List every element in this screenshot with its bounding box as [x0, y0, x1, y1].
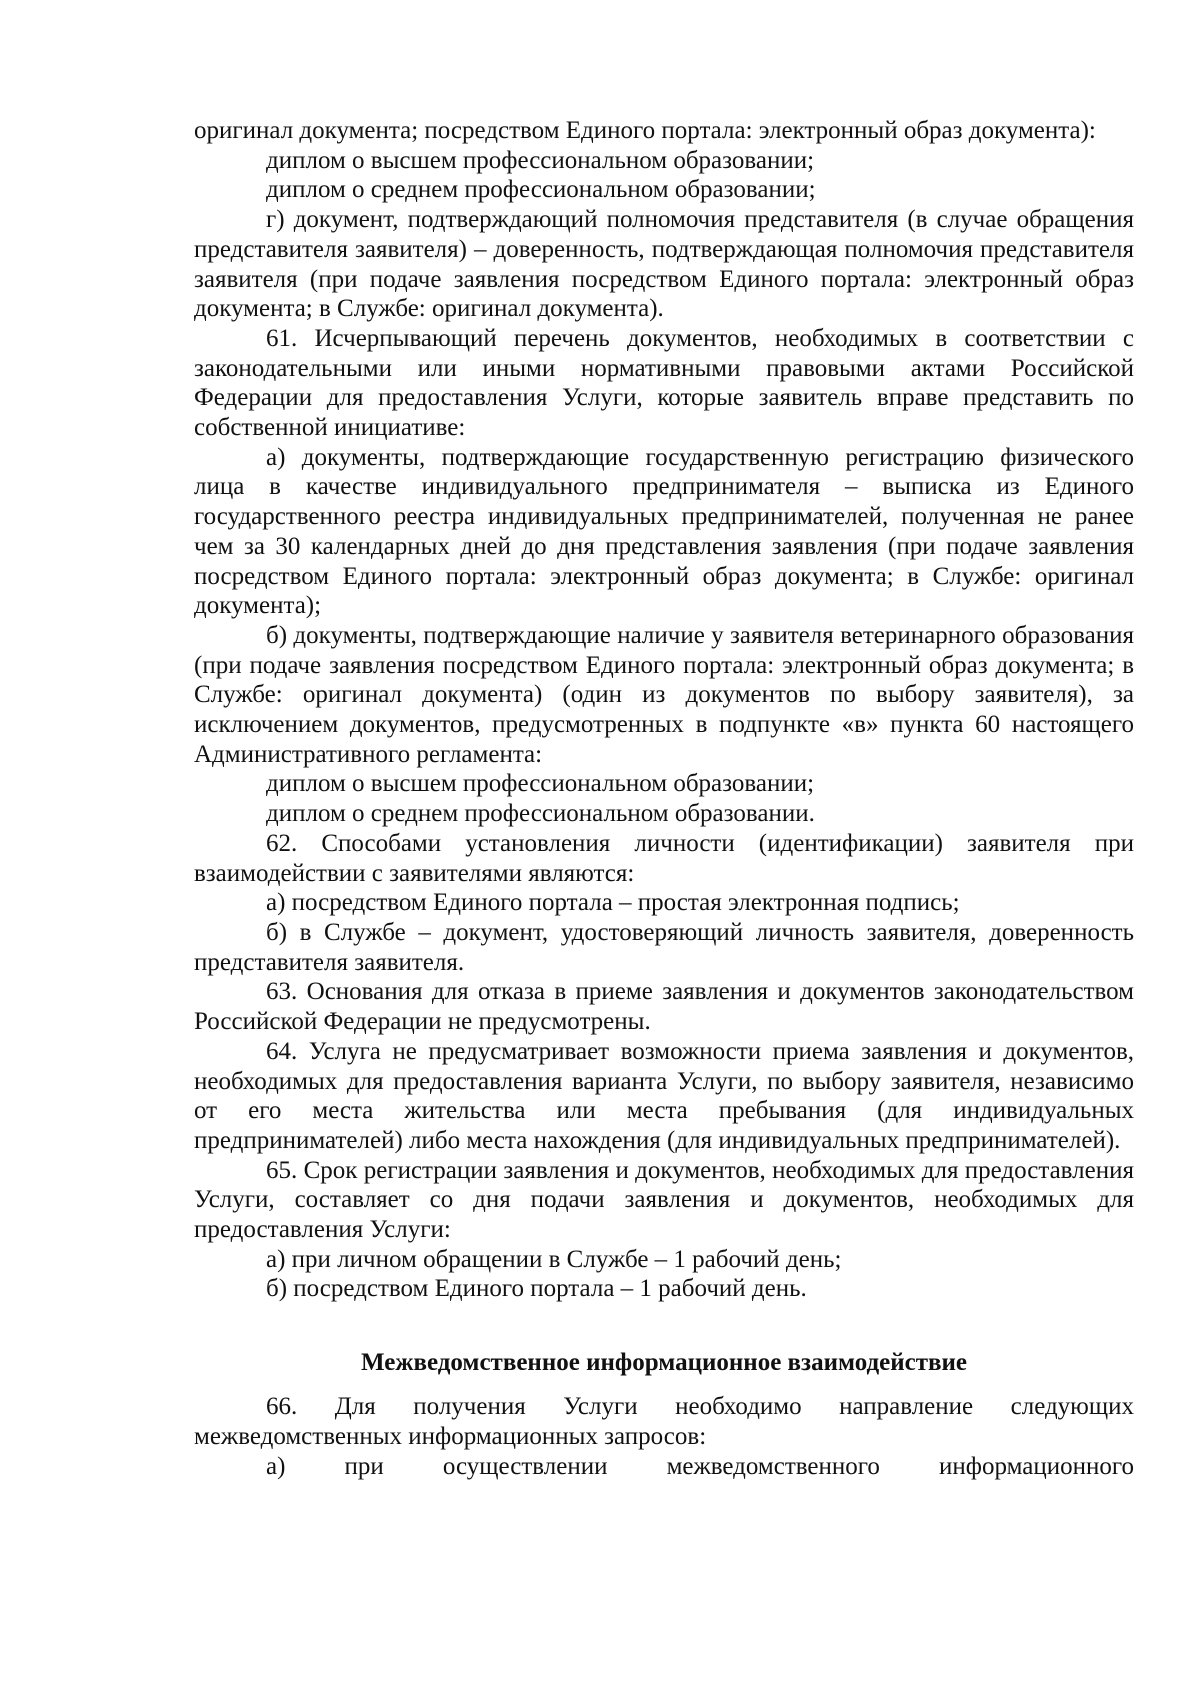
clause-65: 65. Срок регистрации заявления и документов, необходимых для предоставления Услуги, составляет со дня подачи заявления и документов, необходимых для предоставления Услуги: [194, 1156, 1134, 1244]
clause-62: 62. Способами установления личности (идентификации) заявителя при взаимодействии с заявителями являются: [194, 829, 1134, 887]
list-item: диплом о высшем профессиональном образовании; [266, 770, 815, 798]
clause-61: 61. Исчерпывающий перечень документов, необходимых в соответствии с законодательными или иными нормативными правовыми актами Российской Федерации для предоставления Услуги, которые заявитель вправе представить по собственной инициативе: [194, 324, 1134, 442]
subclause-g: г) документ, подтверждающий полномочия представителя (в случае обращения представителя заявителя) – доверенность, подтверждающая полномочия представителя заявителя (при подаче заявления посредством Единого портала: электронный образ документа; в Службе: оригинал документа). [194, 206, 1134, 323]
subclause-a: а) при личном обращении в Службе – 1 рабочий день; [266, 1245, 842, 1273]
subclause-b: б) посредством Единого портала – 1 рабочий день. [266, 1275, 807, 1303]
list-item: диплом о высшем профессиональном образовании; [266, 146, 815, 174]
list-item: диплом о среднем профессиональном образовании; [266, 176, 816, 204]
clause-66: 66. Для получения Услуги необходимо направление следующих межведомственных информационных запросов: [194, 1393, 1134, 1450]
subclause-a: а) при осуществлении межведомственного информационного [266, 1452, 1134, 1480]
subclause-b: б) в Службе – документ, удостоверяющий личность заявителя, доверенность представителя заявителя. [194, 918, 1134, 976]
paragraph-continuation: оригинал документа; посредством Единого портала: электронный образ документа): [194, 117, 1096, 144]
subclause-b: б) документы, подтверждающие наличие у заявителя ветеринарного образования (при подаче заявления посредством Единого портала: электронный образ документа; в Службе: оригинал документа) (один из документов по выбору заявителя), за исключением документов, предусмотренных в подпункте «в» пункта 60 настоящего Административного регламента: [194, 621, 1134, 768]
subclause-a: а) посредством Единого портала – простая электронная подпись; [266, 889, 960, 917]
section-heading: Межведомственное информационное взаимодействие [361, 1349, 967, 1377]
subclause-a: а) документы, подтверждающие государственную регистрацию физического лица в качестве индивидуального предпринимателя – выписка из Единого государственного реестра индивидуальных предпринимателей, полученная не ранее чем за 30 календарных дней до дня представления заявления (при подаче заявления посредством Единого портала: электронный образ документа; в Службе: оригинал документа); [194, 443, 1134, 620]
clause-64: 64. Услуга не предусматривает возможности приема заявления и документов, необходимых для предоставления варианта Услуги, по выбору заявителя, независимо от его места жительства или места пребывания (для индивидуальных предпринимателей) либо места нахождения (для индивидуальных предпринимателей). [194, 1037, 1134, 1154]
list-item: диплом о среднем профессиональном образовании. [266, 800, 815, 828]
clause-63: 63. Основания для отказа в приеме заявления и документов законодательством Российской Федерации не предусмотрены. [194, 978, 1134, 1036]
document-page [194, 116, 1134, 1481]
